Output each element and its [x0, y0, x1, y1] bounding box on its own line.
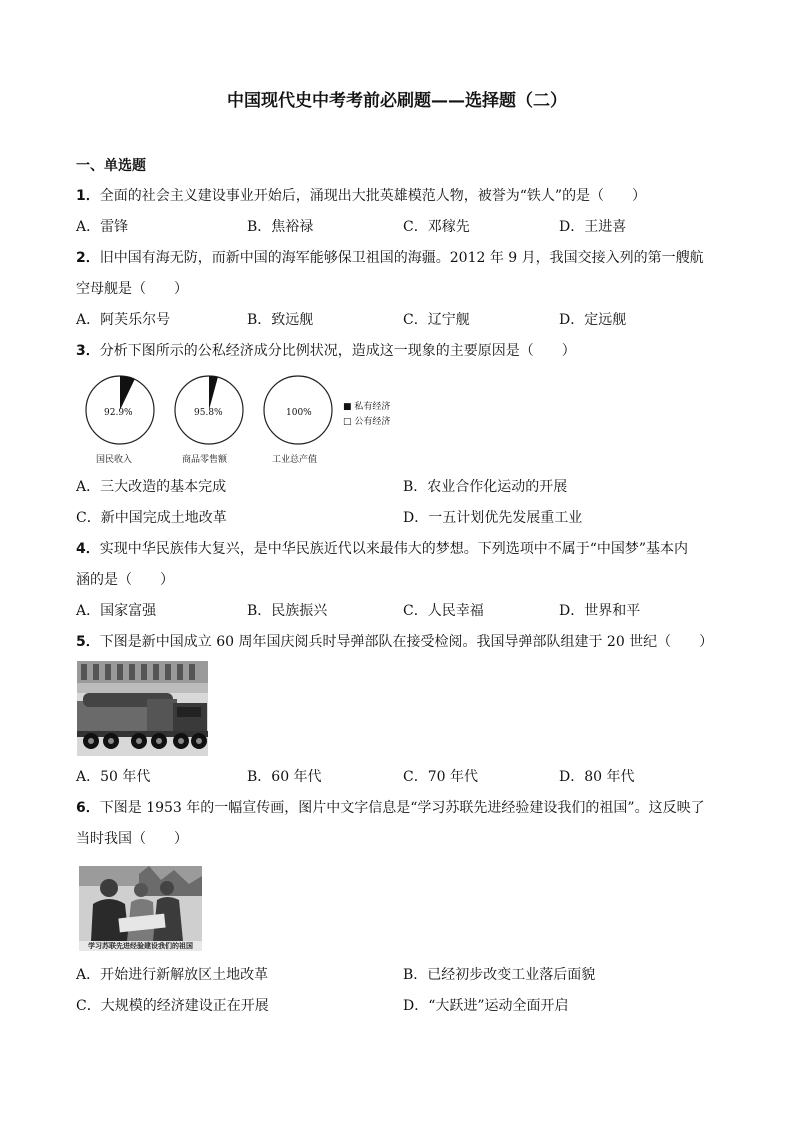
q6-option-b[interactable]: B．已经初步改变工业落后面貌: [403, 967, 596, 983]
page-title: 中国现代史中考考前必刷题——选择题（二）: [227, 91, 567, 111]
q2-option-c[interactable]: C．辽宁舰: [403, 312, 470, 328]
question-text: 下图是 1953 年的一幅宣传画，图片中文字信息是“学习苏联先进经验建设我们的祖国”。这反映了: [99, 800, 705, 816]
q3-option-a[interactable]: A．三大改造的基本完成: [76, 479, 227, 495]
q2-option-b[interactable]: B．致远舰: [247, 312, 314, 328]
q6-option-a[interactable]: A．开始进行新解放区土地改革: [76, 967, 269, 983]
q1-option-d[interactable]: D．王进喜: [559, 219, 627, 235]
propaganda-poster: [79, 866, 202, 951]
q6-option-d[interactable]: D．“大跃进”运动全面开启: [403, 998, 569, 1014]
q1-option-c[interactable]: C．邓稼先: [403, 219, 470, 235]
pie-caption: 工业总产值: [272, 455, 318, 465]
question-number: 6．: [76, 800, 100, 816]
legend-private: ■ 私有经济: [343, 402, 391, 412]
question-number: 3．: [76, 343, 100, 359]
q4-option-d[interactable]: D．世界和平: [559, 603, 641, 619]
question-text: 实现中华民族伟大复兴，是中华民族近代以来最伟大的梦想。下列选项中不属于“中国梦”基本内: [99, 541, 689, 557]
q5-option-d[interactable]: D．80 年代: [559, 769, 635, 785]
q5-option-a[interactable]: A．50 年代: [76, 769, 151, 785]
q4-option-b[interactable]: B．民族振兴: [247, 603, 328, 619]
q2-option-a[interactable]: A．阿芙乐尔号: [76, 312, 171, 328]
pie-chart-national-income: [84, 374, 156, 450]
q1-option-a[interactable]: A．雷锋: [76, 219, 129, 235]
question-text: 分析下图所示的公私经济成分比例状况，造成这一现象的主要原因是（ ）: [99, 343, 576, 359]
question-number: 2．: [76, 250, 100, 266]
question-number: 5．: [76, 634, 100, 650]
missile-parade-photo: [77, 661, 208, 756]
question-1: [76, 186, 646, 206]
q4-option-c[interactable]: C．人民幸福: [403, 603, 484, 619]
question-4: [76, 539, 688, 559]
pie-caption: 国民收入: [96, 455, 133, 465]
legend-public: □ 公有经济: [343, 417, 391, 427]
pie-caption: 商品零售额: [182, 455, 228, 465]
poster-caption: 学习苏联先进经验建设我们的祖国: [79, 941, 202, 951]
question-number: 1．: [76, 188, 100, 204]
question-6: [76, 798, 705, 818]
question-text: 全面的社会主义建设事业开始后，涌现出大批英雄模范人物，被誉为“铁人”的是（ ）: [99, 188, 647, 204]
q1-option-b[interactable]: B．焦裕禄: [247, 219, 314, 235]
question-5: [76, 632, 713, 652]
question-4-cont: 涵的是（ ）: [76, 572, 174, 588]
question-2-cont: 空母舰是（ ）: [76, 281, 188, 297]
q3-option-c[interactable]: C．新中国完成土地改革: [76, 510, 227, 526]
pie-value-label: 100%: [286, 408, 312, 418]
q5-option-c[interactable]: C．70 年代: [403, 769, 478, 785]
pie-chart-industrial-output: [262, 374, 334, 450]
q3-option-d[interactable]: D．一五计划优先发展重工业: [403, 510, 583, 526]
q2-option-d[interactable]: D．定远舰: [559, 312, 627, 328]
question-number: 4．: [76, 541, 100, 557]
pie-chart-retail-sales: [173, 374, 245, 450]
section-heading: 一、单选题: [76, 158, 146, 174]
question-6-cont: 当时我国（ ）: [76, 831, 188, 847]
q3-option-b[interactable]: B．农业合作化运动的开展: [403, 479, 568, 495]
pie-value-label: 92.9%: [104, 408, 133, 418]
question-2: [76, 248, 704, 268]
question-text: 下图是新中国成立 60 周年国庆阅兵时导弹部队在接受检阅。我国导弹部队组建于 20 世纪（ ）: [99, 634, 714, 650]
question-text: 旧中国有海无防，而新中国的海军能够保卫祖国的海疆。2012 年 9 月，我国交接入列的第一艘航: [99, 250, 704, 266]
question-3: [76, 341, 576, 361]
q5-option-b[interactable]: B．60 年代: [247, 769, 322, 785]
pie-value-label: 95.8%: [194, 408, 223, 418]
q4-option-a[interactable]: A．国家富强: [76, 603, 157, 619]
q6-option-c[interactable]: C．大规模的经济建设正在开展: [76, 998, 269, 1014]
